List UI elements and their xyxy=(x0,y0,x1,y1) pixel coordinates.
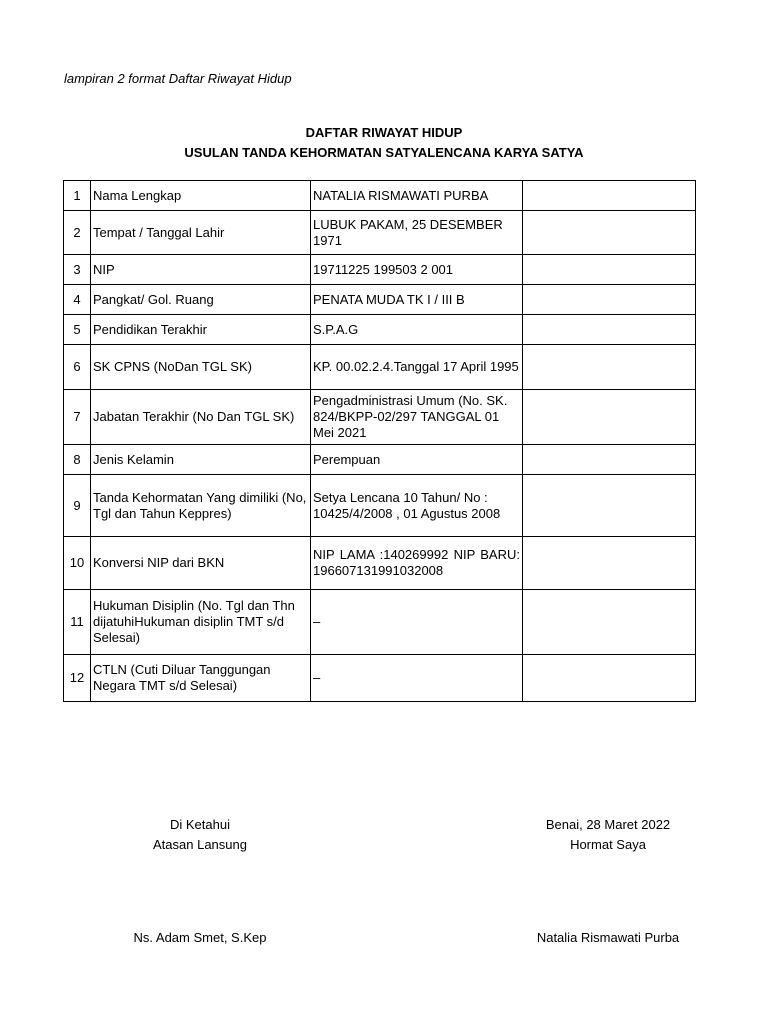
row-number: 7 xyxy=(64,390,91,445)
row-label: Hukuman Disiplin (No. Tgl dan Thn dijatuhiHukuman disiplin TMT s/d Selesai) xyxy=(91,590,311,655)
row-extra xyxy=(523,590,696,655)
row-extra xyxy=(523,211,696,255)
row-value: – xyxy=(311,590,523,655)
row-value: NATALIA RISMAWATI PURBA xyxy=(311,181,523,211)
row-number: 2 xyxy=(64,211,91,255)
row-value: Perempuan xyxy=(311,445,523,475)
row-label: NIP xyxy=(91,255,311,285)
row-value: LUBUK PAKAM, 25 DESEMBER 1971 xyxy=(311,211,523,255)
right-signatory-name: Natalia Rismawati Purba xyxy=(536,930,680,945)
table-row xyxy=(64,590,696,655)
row-label: SK CPNS (NoDan TGL SK) xyxy=(91,345,311,390)
table-row xyxy=(64,181,696,211)
row-label: Tempat / Tanggal Lahir xyxy=(91,211,311,255)
document-title: DAFTAR RIWAYAT HIDUP xyxy=(305,125,463,140)
row-extra xyxy=(523,655,696,702)
row-number: 10 xyxy=(64,537,91,590)
table-row xyxy=(64,537,696,590)
document-caption: lampiran 2 format Daftar Riwayat Hidup xyxy=(64,71,292,86)
row-number: 1 xyxy=(64,181,91,211)
row-number: 5 xyxy=(64,315,91,345)
table-row xyxy=(64,390,696,445)
row-label: Tanda Kehormatan Yang dimiliki (No, Tgl dan Tahun Keppres) xyxy=(91,475,311,537)
row-number: 11 xyxy=(64,590,91,655)
curriculum-vitae-table xyxy=(63,180,696,702)
row-extra xyxy=(523,475,696,537)
row-label: Jenis Kelamin xyxy=(91,445,311,475)
table-row xyxy=(64,315,696,345)
left-signature-line2: Atasan Lansung xyxy=(153,837,247,852)
table-row xyxy=(64,345,696,390)
row-number: 6 xyxy=(64,345,91,390)
row-extra xyxy=(523,315,696,345)
row-label: CTLN (Cuti Diluar Tanggungan Negara TMT s/d Selesai) xyxy=(91,655,311,702)
row-extra xyxy=(523,285,696,315)
row-extra xyxy=(523,445,696,475)
left-signature-line1: Di Ketahui xyxy=(170,817,230,832)
row-value: 19711225 199503 2 001 xyxy=(311,255,523,285)
row-extra xyxy=(523,255,696,285)
row-number: 4 xyxy=(64,285,91,315)
row-label: Konversi NIP dari BKN xyxy=(91,537,311,590)
table-row xyxy=(64,475,696,537)
row-value: PENATA MUDA TK I / III B xyxy=(311,285,523,315)
right-signature-line2: Hormat Saya xyxy=(570,837,646,852)
row-number: 3 xyxy=(64,255,91,285)
row-number: 12 xyxy=(64,655,91,702)
row-extra xyxy=(523,345,696,390)
row-label: Pendidikan Terakhir xyxy=(91,315,311,345)
table-row xyxy=(64,655,696,702)
table-row xyxy=(64,285,696,315)
table-row xyxy=(64,255,696,285)
row-label: Nama Lengkap xyxy=(91,181,311,211)
row-value: NIP LAMA :140269992 NIP BARU: 196607131991032008 xyxy=(311,537,523,590)
row-label: Pangkat/ Gol. Ruang xyxy=(91,285,311,315)
row-extra xyxy=(523,537,696,590)
row-value: KP. 00.02.2.4.Tanggal 17 April 1995 xyxy=(311,345,523,390)
row-label: Jabatan Terakhir (No Dan TGL SK) xyxy=(91,390,311,445)
row-number: 9 xyxy=(64,475,91,537)
table-row xyxy=(64,445,696,475)
document-subtitle: USULAN TANDA KEHORMATAN SATYALENCANA KARYA SATYA xyxy=(184,145,584,160)
right-signature-place-date: Benai, 28 Maret 2022 xyxy=(545,817,671,832)
left-signatory-name: Ns. Adam Smet, S.Kep xyxy=(133,930,267,945)
table-row xyxy=(64,211,696,255)
row-extra xyxy=(523,181,696,211)
row-value: Setya Lencana 10 Tahun/ No : 10425/4/2008 , 01 Agustus 2008 xyxy=(311,475,523,537)
row-value: Pengadministrasi Umum (No. SK. 824/BKPP-02/297 TANGGAL 01 Mei 2021 xyxy=(311,390,523,445)
row-extra xyxy=(523,390,696,445)
row-value: – xyxy=(311,655,523,702)
row-value: S.P.A.G xyxy=(311,315,523,345)
row-number: 8 xyxy=(64,445,91,475)
